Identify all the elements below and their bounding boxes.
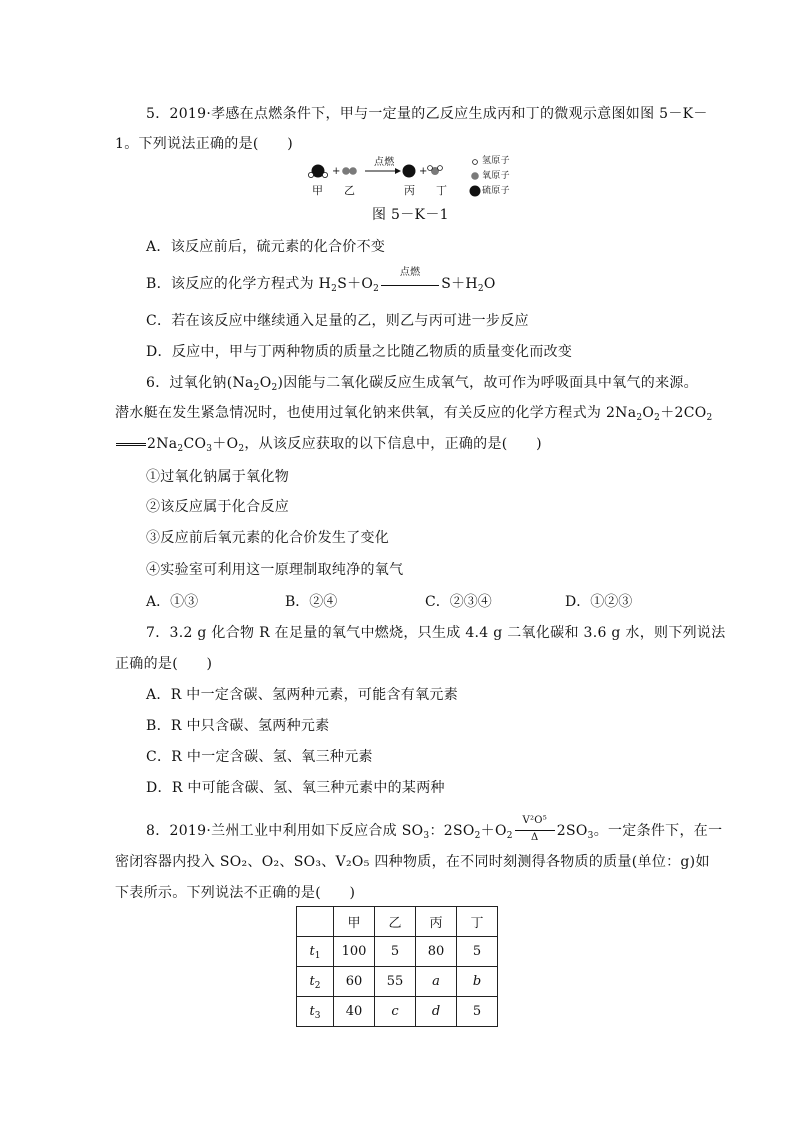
q6-option-d: D．①②③: [565, 594, 633, 610]
legend-hydrogen: 氢原子: [482, 156, 510, 166]
label-ding: 丁: [436, 184, 448, 197]
table-header-cell: 丙: [416, 907, 457, 937]
table-row: [297, 937, 498, 967]
q7-option-c: C．R 中一定含碳、氢、氧三种元素: [146, 749, 373, 765]
q6-option-a: A．①③: [146, 594, 199, 610]
q8-line1: 8．2019·兰州工业中利用如下反应合成 $SO_3$：$2SO_2+O_2$ $\frac{\text{V²O⁵}}{\Delta}$ $2SO_3$。一定条件下，在一: [146, 815, 723, 843]
table-cell: 5: [457, 937, 498, 967]
table-header-cell: 丁: [457, 907, 498, 937]
q5-option-d: D．反应中，甲与丁两种物质的质量之比随乙物质的质量变化而改变: [146, 344, 573, 360]
diagram-arrow-label: 点燃: [374, 157, 395, 168]
svg-text:+: +: [332, 166, 341, 177]
q6-line3: $2Na_2CO_3+O_2$，从该反应获取的以下信息中，正确的是( ): [115, 434, 542, 454]
table-cell: 60: [334, 967, 375, 997]
q6-statement-1: ①过氧化钠属于氧化物: [146, 469, 289, 485]
q7-line2: 正确的是( ): [115, 656, 213, 672]
table-cell: 80: [416, 937, 457, 967]
table-cell-time: $t_1$: [297, 937, 334, 967]
q7-option-d: D．R 中可能含碳、氢、氧三种元素中的某两种: [146, 780, 445, 796]
q5-line2: 1。下列说法正确的是( ): [115, 136, 294, 152]
table-cell: 40: [334, 997, 375, 1027]
table-header-cell: [297, 907, 334, 937]
table-cell: 100: [334, 937, 375, 967]
table-row: [297, 997, 498, 1027]
q7-option-b: B．R 中只含碳、氢两种元素: [146, 718, 330, 734]
q8-line3: 下表所示。下列说法不正确的是( ): [115, 885, 356, 901]
table-cell: 55: [375, 967, 416, 997]
q6-line1: 6．过氧化钠$(Na_2O_2)$因能与二氧化碳反应生成氧气，故可作为呼吸面具中氧气的来源。: [146, 375, 698, 393]
legend-oxygen: 氧原子: [482, 171, 510, 181]
q7-option-a: A．R 中一定含碳、氢两种元素，可能含有氧元素: [146, 687, 459, 703]
label-yi: 乙: [344, 184, 356, 197]
table-cell-time: $t_2$: [297, 967, 334, 997]
q5-option-c: C．若在该反应中继续通入足量的乙，则乙与丙可进一步反应: [146, 313, 529, 329]
table-cell: a: [416, 967, 457, 997]
table-header-cell: 甲: [334, 907, 375, 937]
table-header-row: [297, 907, 498, 937]
table-cell: 5: [457, 997, 498, 1027]
table-cell: 5: [375, 937, 416, 967]
q5-line1: 5．2019·孝感在点燃条件下，甲与一定量的乙反应生成丙和丁的微观示意图如图 5－K－: [146, 106, 708, 122]
figure-caption: 图 5－K－1: [372, 207, 449, 223]
q6-line2: 潜水艇在发生紧急情况时，也使用过氧化钠来供氧，有关反应的化学方程式为 $2Na_2O_2+2CO_2$: [115, 405, 713, 423]
q8-line2: 密闭容器内投入 SO₂、O₂、SO₃、V₂O₅ 四种物质，在不同时刻测得各物质的质量(单位：g)如: [115, 854, 710, 870]
table-cell: b: [457, 967, 498, 997]
q5-option-a: A．该反应前后，硫元素的化合价不变: [146, 239, 386, 255]
table-cell: d: [416, 997, 457, 1027]
q5-option-b: B．该反应的化学方程式为 $H_2S+O_2$ 点燃 $S+H_2O$: [146, 267, 496, 294]
legend-sulfur: 硫原子: [482, 186, 510, 196]
q6-statement-2: ②该反应属于化合反应: [146, 499, 289, 515]
q6-statement-4: ④实验室可利用这一原理制取纯净的氧气: [146, 562, 404, 578]
table-cell-time: $t_3$: [297, 997, 334, 1027]
table-row: [297, 967, 498, 997]
q6-option-c: C．②③④: [425, 594, 492, 610]
q6-statement-3: ③反应前后氧元素的化合价发生了变化: [146, 530, 390, 546]
table-cell: c: [375, 997, 416, 1027]
mass-table: [296, 906, 498, 1027]
q7-line1: 7．3.2 g 化合物 R 在足量的氧气中燃烧，只生成 4.4 g 二氧化碳和 3.6 g 水，则下列说法: [146, 625, 726, 641]
label-bing: 丙: [404, 184, 416, 197]
svg-text:+: +: [419, 166, 428, 177]
table-header-cell: 乙: [375, 907, 416, 937]
label-jia: 甲: [312, 184, 324, 197]
q6-option-b: B．②④: [285, 594, 338, 610]
